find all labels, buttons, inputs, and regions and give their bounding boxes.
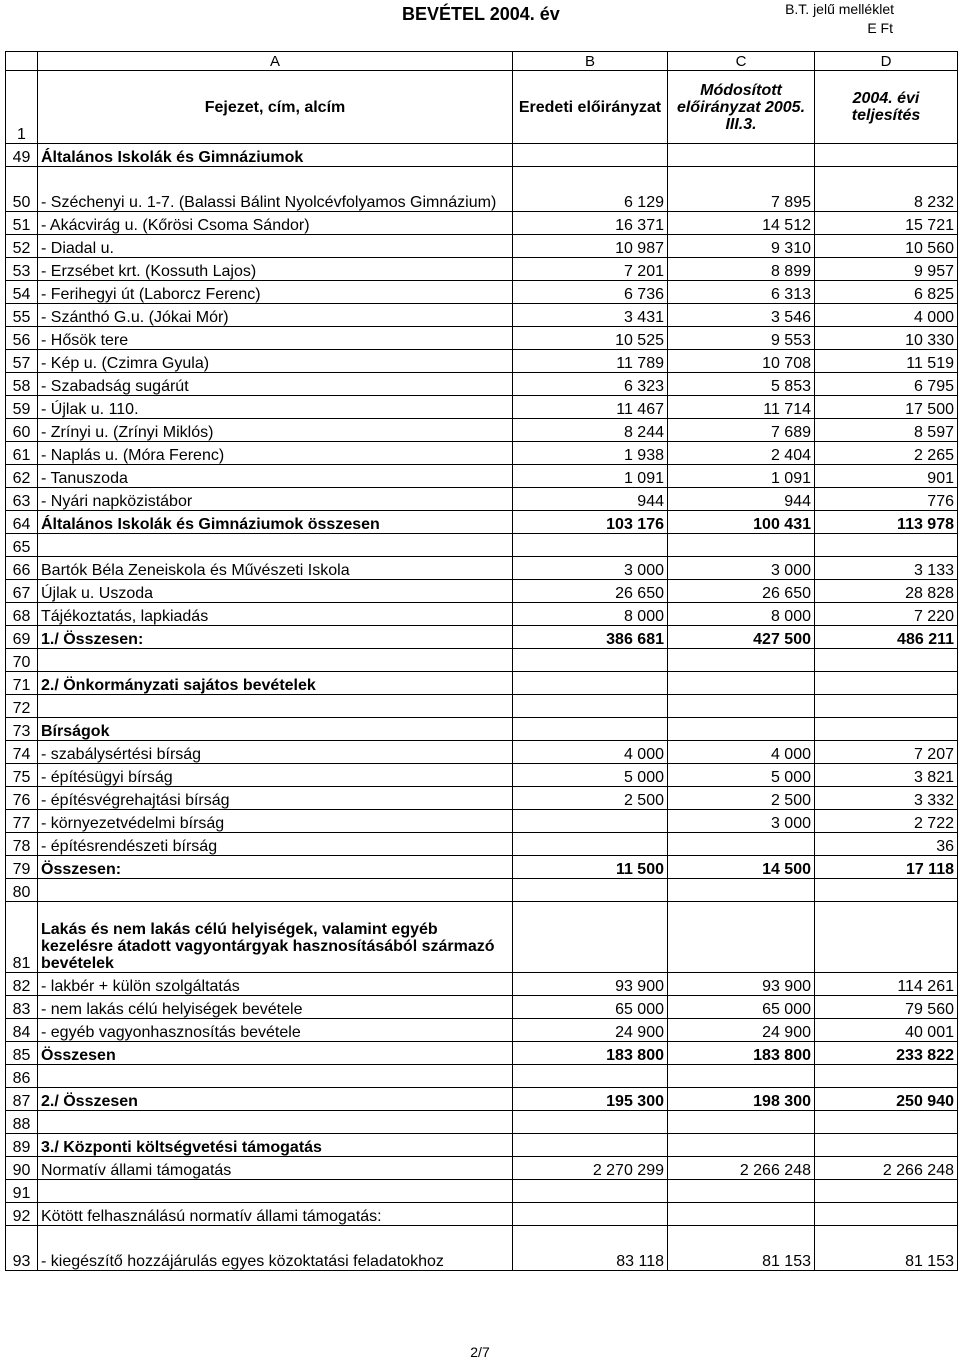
original-value bbox=[513, 879, 668, 902]
table-row bbox=[6, 396, 958, 419]
row-label: - Hősök tere bbox=[38, 327, 513, 350]
page-title: BEVÉTEL 2004. év bbox=[402, 4, 560, 24]
modified-value bbox=[668, 1180, 815, 1203]
row-number: 54 bbox=[6, 281, 38, 304]
row-label: - építésvégrehajtási bírság bbox=[38, 787, 513, 810]
modified-value: 26 650 bbox=[668, 580, 815, 603]
original-value bbox=[513, 695, 668, 718]
table-row bbox=[6, 557, 958, 580]
actual-value: 9 957 bbox=[815, 258, 958, 281]
table-row bbox=[6, 534, 958, 557]
modified-value bbox=[668, 879, 815, 902]
row-label: - Szabadság sugárút bbox=[38, 373, 513, 396]
original-value: 65 000 bbox=[513, 996, 668, 1019]
row-number: 77 bbox=[6, 810, 38, 833]
row-number: 91 bbox=[6, 1180, 38, 1203]
row-label: Kötött felhasználású normatív állami támogatás: bbox=[38, 1203, 513, 1226]
row-number: 60 bbox=[6, 419, 38, 442]
row-label: - Szánthó G.u. (Jókai Mór) bbox=[38, 304, 513, 327]
actual-value: 36 bbox=[815, 833, 958, 856]
row-label: - Tanuszoda bbox=[38, 465, 513, 488]
row-label: - Nyári napközistábor bbox=[38, 488, 513, 511]
table-row bbox=[6, 235, 958, 258]
row-label: Újlak u. Uszoda bbox=[38, 580, 513, 603]
row-number: 50 bbox=[6, 167, 38, 212]
original-value bbox=[513, 1065, 668, 1088]
original-value: 3 431 bbox=[513, 304, 668, 327]
original-value bbox=[513, 1180, 668, 1203]
table-row bbox=[6, 1226, 958, 1271]
table-row bbox=[6, 810, 958, 833]
page-number: 2/7 bbox=[470, 1344, 490, 1360]
actual-value: 7 220 bbox=[815, 603, 958, 626]
actual-value: 81 153 bbox=[815, 1226, 958, 1271]
actual-value: 6 795 bbox=[815, 373, 958, 396]
table-row bbox=[6, 1203, 958, 1226]
modified-value: 7 689 bbox=[668, 419, 815, 442]
original-value bbox=[513, 810, 668, 833]
modified-value: 8 899 bbox=[668, 258, 815, 281]
original-value: 83 118 bbox=[513, 1226, 668, 1271]
row-number: 92 bbox=[6, 1203, 38, 1226]
original-value: 2 270 299 bbox=[513, 1157, 668, 1180]
actual-value: 8 232 bbox=[815, 167, 958, 212]
row-number: 83 bbox=[6, 996, 38, 1019]
original-value: 5 000 bbox=[513, 764, 668, 787]
row-label: Összesen bbox=[38, 1042, 513, 1065]
row-label: - Naplás u. (Móra Ferenc) bbox=[38, 442, 513, 465]
row-number: 55 bbox=[6, 304, 38, 327]
row-number: 57 bbox=[6, 350, 38, 373]
row-label: 3./ Központi költségvetési támogatás bbox=[38, 1134, 513, 1157]
row-number: 86 bbox=[6, 1065, 38, 1088]
row-number: 93 bbox=[6, 1226, 38, 1271]
actual-value bbox=[815, 1065, 958, 1088]
row-label bbox=[38, 879, 513, 902]
table-row bbox=[6, 695, 958, 718]
original-value: 103 176 bbox=[513, 511, 668, 534]
table-row bbox=[6, 212, 958, 235]
original-value bbox=[513, 902, 668, 973]
row-number: 82 bbox=[6, 973, 38, 996]
row-label bbox=[38, 649, 513, 672]
actual-value bbox=[815, 902, 958, 973]
table-row bbox=[6, 419, 958, 442]
actual-value bbox=[815, 1111, 958, 1134]
actual-value: 3 133 bbox=[815, 557, 958, 580]
original-value: 11 789 bbox=[513, 350, 668, 373]
modified-value: 198 300 bbox=[668, 1088, 815, 1111]
row-label: Bartók Béla Zeneiskola és Művészeti Iskola bbox=[38, 557, 513, 580]
modified-value bbox=[668, 718, 815, 741]
table-row bbox=[6, 603, 958, 626]
original-value bbox=[513, 534, 668, 557]
column-letter-d: D bbox=[815, 52, 958, 71]
modified-value: 8 000 bbox=[668, 603, 815, 626]
modified-value bbox=[668, 144, 815, 167]
original-value: 11 500 bbox=[513, 856, 668, 879]
header-modified: Módosított előirányzat 2005. III.3. bbox=[668, 71, 815, 144]
row-label bbox=[38, 534, 513, 557]
modified-value: 14 500 bbox=[668, 856, 815, 879]
annex-label: B.T. jelű melléklet bbox=[785, 1, 894, 17]
column-letter-a: A bbox=[38, 52, 513, 71]
row-number: 87 bbox=[6, 1088, 38, 1111]
table-row bbox=[6, 327, 958, 350]
actual-value: 17 118 bbox=[815, 856, 958, 879]
row-label: - Zrínyi u. (Zrínyi Miklós) bbox=[38, 419, 513, 442]
modified-value: 65 000 bbox=[668, 996, 815, 1019]
table-row bbox=[6, 672, 958, 695]
table-row bbox=[6, 1111, 958, 1134]
row-number: 52 bbox=[6, 235, 38, 258]
actual-value: 6 825 bbox=[815, 281, 958, 304]
table-row bbox=[6, 373, 958, 396]
original-value: 93 900 bbox=[513, 973, 668, 996]
header-chapter: Fejezet, cím, alcím bbox=[38, 71, 513, 144]
modified-value bbox=[668, 833, 815, 856]
row-number: 58 bbox=[6, 373, 38, 396]
actual-value: 2 722 bbox=[815, 810, 958, 833]
row-number: 69 bbox=[6, 626, 38, 649]
row-number: 90 bbox=[6, 1157, 38, 1180]
row-number: 78 bbox=[6, 833, 38, 856]
row-label: Bírságok bbox=[38, 718, 513, 741]
row-number: 72 bbox=[6, 695, 38, 718]
row-label bbox=[38, 1180, 513, 1203]
modified-value: 5 853 bbox=[668, 373, 815, 396]
row-label: 2./ Összesen bbox=[38, 1088, 513, 1111]
original-value bbox=[513, 672, 668, 695]
row-number: 64 bbox=[6, 511, 38, 534]
row-label: - Széchenyi u. 1-7. (Balassi Bálint Nyolcévfolyamos Gimnázium) bbox=[38, 167, 513, 212]
table-row bbox=[6, 764, 958, 787]
table-row bbox=[6, 488, 958, 511]
row-label: - Ferihegyi út (Laborcz Ferenc) bbox=[38, 281, 513, 304]
modified-value: 3 546 bbox=[668, 304, 815, 327]
row-number: 56 bbox=[6, 327, 38, 350]
original-value: 8 000 bbox=[513, 603, 668, 626]
row-label: Összesen: bbox=[38, 856, 513, 879]
original-value bbox=[513, 1111, 668, 1134]
modified-value: 944 bbox=[668, 488, 815, 511]
modified-value bbox=[668, 1134, 815, 1157]
row-number: 84 bbox=[6, 1019, 38, 1042]
original-value: 1 938 bbox=[513, 442, 668, 465]
original-value bbox=[513, 1134, 668, 1157]
original-value: 386 681 bbox=[513, 626, 668, 649]
original-value: 1 091 bbox=[513, 465, 668, 488]
row-label: - kiegészítő hozzájárulás egyes közoktatási feladatokhoz bbox=[38, 1226, 513, 1271]
modified-value: 427 500 bbox=[668, 626, 815, 649]
original-value: 6 323 bbox=[513, 373, 668, 396]
row-label: - környezetvédelmi bírság bbox=[38, 810, 513, 833]
table-row bbox=[6, 626, 958, 649]
modified-value: 183 800 bbox=[668, 1042, 815, 1065]
modified-value: 11 714 bbox=[668, 396, 815, 419]
row-label: - lakbér + külön szolgáltatás bbox=[38, 973, 513, 996]
modified-value: 81 153 bbox=[668, 1226, 815, 1271]
table-row bbox=[6, 718, 958, 741]
modified-value: 9 553 bbox=[668, 327, 815, 350]
header-original: Eredeti előirányzat bbox=[513, 71, 668, 144]
row-label: 2./ Önkormányzati sajátos bevételek bbox=[38, 672, 513, 695]
original-value: 10 987 bbox=[513, 235, 668, 258]
modified-value: 93 900 bbox=[668, 973, 815, 996]
table-row bbox=[6, 1019, 958, 1042]
modified-value: 10 708 bbox=[668, 350, 815, 373]
actual-value: 10 560 bbox=[815, 235, 958, 258]
actual-value: 79 560 bbox=[815, 996, 958, 1019]
original-value: 4 000 bbox=[513, 741, 668, 764]
table-row bbox=[6, 580, 958, 603]
row-number: 85 bbox=[6, 1042, 38, 1065]
table-row bbox=[6, 902, 958, 973]
row-label: - Újlak u. 110. bbox=[38, 396, 513, 419]
original-value: 183 800 bbox=[513, 1042, 668, 1065]
table-row bbox=[6, 1065, 958, 1088]
column-letter-b: B bbox=[513, 52, 668, 71]
original-value: 8 244 bbox=[513, 419, 668, 442]
original-value bbox=[513, 1203, 668, 1226]
row-number: 62 bbox=[6, 465, 38, 488]
table-row bbox=[6, 144, 958, 167]
header-row bbox=[6, 71, 958, 144]
modified-value: 100 431 bbox=[668, 511, 815, 534]
table-row bbox=[6, 1157, 958, 1180]
actual-value: 250 940 bbox=[815, 1088, 958, 1111]
corner-cell bbox=[6, 52, 38, 71]
actual-value bbox=[815, 1180, 958, 1203]
modified-value bbox=[668, 902, 815, 973]
row-number: 67 bbox=[6, 580, 38, 603]
modified-value: 4 000 bbox=[668, 741, 815, 764]
original-value: 944 bbox=[513, 488, 668, 511]
row-number: 51 bbox=[6, 212, 38, 235]
table-row bbox=[6, 973, 958, 996]
modified-value: 3 000 bbox=[668, 810, 815, 833]
modified-value: 7 895 bbox=[668, 167, 815, 212]
table-row bbox=[6, 1134, 958, 1157]
modified-value: 2 404 bbox=[668, 442, 815, 465]
actual-value: 7 207 bbox=[815, 741, 958, 764]
row-label bbox=[38, 1065, 513, 1088]
row-number: 59 bbox=[6, 396, 38, 419]
original-value: 16 371 bbox=[513, 212, 668, 235]
actual-value bbox=[815, 1134, 958, 1157]
table-row bbox=[6, 258, 958, 281]
original-value bbox=[513, 649, 668, 672]
row-label: - nem lakás célú helyiségek bevétele bbox=[38, 996, 513, 1019]
original-value: 195 300 bbox=[513, 1088, 668, 1111]
actual-value: 4 000 bbox=[815, 304, 958, 327]
original-value bbox=[513, 833, 668, 856]
row-label: - egyéb vagyonhasznosítás bevétele bbox=[38, 1019, 513, 1042]
table-row bbox=[6, 350, 958, 373]
table-row bbox=[6, 281, 958, 304]
column-letter-c: C bbox=[668, 52, 815, 71]
actual-value: 17 500 bbox=[815, 396, 958, 419]
row-number: 53 bbox=[6, 258, 38, 281]
row-label: - építésrendészeti bírság bbox=[38, 833, 513, 856]
column-letter-row bbox=[6, 52, 958, 71]
table-row bbox=[6, 511, 958, 534]
row-label: - Diadal u. bbox=[38, 235, 513, 258]
actual-value bbox=[815, 649, 958, 672]
row-number: 79 bbox=[6, 856, 38, 879]
actual-value bbox=[815, 695, 958, 718]
row-number: 63 bbox=[6, 488, 38, 511]
modified-value: 6 313 bbox=[668, 281, 815, 304]
actual-value: 233 822 bbox=[815, 1042, 958, 1065]
row-number: 88 bbox=[6, 1111, 38, 1134]
row-number: 80 bbox=[6, 879, 38, 902]
row-label: Lakás és nem lakás célú helyiségek, valamint egyéb kezelésre átadott vagyontárgyak hasznosításából származó bevételek bbox=[38, 902, 513, 973]
row-label: Normatív állami támogatás bbox=[38, 1157, 513, 1180]
modified-value bbox=[668, 1065, 815, 1088]
original-value: 10 525 bbox=[513, 327, 668, 350]
table-row bbox=[6, 1180, 958, 1203]
actual-value: 776 bbox=[815, 488, 958, 511]
row-label: Tájékoztatás, lapkiadás bbox=[38, 603, 513, 626]
table-row bbox=[6, 304, 958, 327]
actual-value: 901 bbox=[815, 465, 958, 488]
row-label: - Akácvirág u. (Kőrösi Csoma Sándor) bbox=[38, 212, 513, 235]
original-value: 6 129 bbox=[513, 167, 668, 212]
original-value bbox=[513, 718, 668, 741]
original-value bbox=[513, 144, 668, 167]
modified-value: 3 000 bbox=[668, 557, 815, 580]
actual-value: 3 332 bbox=[815, 787, 958, 810]
table-row bbox=[6, 833, 958, 856]
modified-value bbox=[668, 672, 815, 695]
row-number: 71 bbox=[6, 672, 38, 695]
original-value: 26 650 bbox=[513, 580, 668, 603]
actual-value: 114 261 bbox=[815, 973, 958, 996]
actual-value: 28 828 bbox=[815, 580, 958, 603]
row-label bbox=[38, 695, 513, 718]
table-row bbox=[6, 879, 958, 902]
actual-value: 2 265 bbox=[815, 442, 958, 465]
actual-value: 486 211 bbox=[815, 626, 958, 649]
row-number: 61 bbox=[6, 442, 38, 465]
modified-value bbox=[668, 1111, 815, 1134]
table-row bbox=[6, 741, 958, 764]
table-row bbox=[6, 787, 958, 810]
modified-value bbox=[668, 649, 815, 672]
original-value: 2 500 bbox=[513, 787, 668, 810]
original-value: 11 467 bbox=[513, 396, 668, 419]
table-row bbox=[6, 465, 958, 488]
modified-value: 9 310 bbox=[668, 235, 815, 258]
actual-value bbox=[815, 672, 958, 695]
actual-value: 8 597 bbox=[815, 419, 958, 442]
modified-value: 14 512 bbox=[668, 212, 815, 235]
modified-value: 24 900 bbox=[668, 1019, 815, 1042]
table-row bbox=[6, 649, 958, 672]
row-label bbox=[38, 1111, 513, 1134]
original-value: 3 000 bbox=[513, 557, 668, 580]
row-number: 66 bbox=[6, 557, 38, 580]
row-number: 73 bbox=[6, 718, 38, 741]
row-number: 68 bbox=[6, 603, 38, 626]
actual-value bbox=[815, 1203, 958, 1226]
row-label: - Kép u. (Czimra Gyula) bbox=[38, 350, 513, 373]
actual-value: 3 821 bbox=[815, 764, 958, 787]
actual-value: 2 266 248 bbox=[815, 1157, 958, 1180]
table-row bbox=[6, 996, 958, 1019]
row-label: - építésügyi bírság bbox=[38, 764, 513, 787]
modified-value: 2 266 248 bbox=[668, 1157, 815, 1180]
original-value: 24 900 bbox=[513, 1019, 668, 1042]
table-row bbox=[6, 167, 958, 212]
row-number: 75 bbox=[6, 764, 38, 787]
budget-table bbox=[5, 51, 958, 1271]
actual-value: 15 721 bbox=[815, 212, 958, 235]
original-value: 6 736 bbox=[513, 281, 668, 304]
modified-value: 1 091 bbox=[668, 465, 815, 488]
table-row bbox=[6, 856, 958, 879]
actual-value bbox=[815, 144, 958, 167]
modified-value: 5 000 bbox=[668, 764, 815, 787]
row-number: 74 bbox=[6, 741, 38, 764]
row-label: - szabálysértési bírság bbox=[38, 741, 513, 764]
actual-value bbox=[815, 718, 958, 741]
original-value: 7 201 bbox=[513, 258, 668, 281]
actual-value: 40 001 bbox=[815, 1019, 958, 1042]
row-label: - Erzsébet krt. (Kossuth Lajos) bbox=[38, 258, 513, 281]
row-number: 76 bbox=[6, 787, 38, 810]
row-number: 89 bbox=[6, 1134, 38, 1157]
header-actual: 2004. évi teljesítés bbox=[815, 71, 958, 144]
table-row bbox=[6, 1042, 958, 1065]
modified-value: 2 500 bbox=[668, 787, 815, 810]
row-label: 1./ Összesen: bbox=[38, 626, 513, 649]
row-number: 1 bbox=[6, 71, 38, 144]
actual-value: 113 978 bbox=[815, 511, 958, 534]
modified-value bbox=[668, 1203, 815, 1226]
row-number: 81 bbox=[6, 902, 38, 973]
modified-value bbox=[668, 695, 815, 718]
actual-value bbox=[815, 879, 958, 902]
row-number: 49 bbox=[6, 144, 38, 167]
row-label: Általános Iskolák és Gimnáziumok összesen bbox=[38, 511, 513, 534]
table-row bbox=[6, 1088, 958, 1111]
actual-value: 10 330 bbox=[815, 327, 958, 350]
unit-label: E Ft bbox=[867, 20, 893, 36]
table-row bbox=[6, 442, 958, 465]
row-number: 65 bbox=[6, 534, 38, 557]
actual-value: 11 519 bbox=[815, 350, 958, 373]
row-label: Általános Iskolák és Gimnáziumok bbox=[38, 144, 513, 167]
row-number: 70 bbox=[6, 649, 38, 672]
actual-value bbox=[815, 534, 958, 557]
modified-value bbox=[668, 534, 815, 557]
